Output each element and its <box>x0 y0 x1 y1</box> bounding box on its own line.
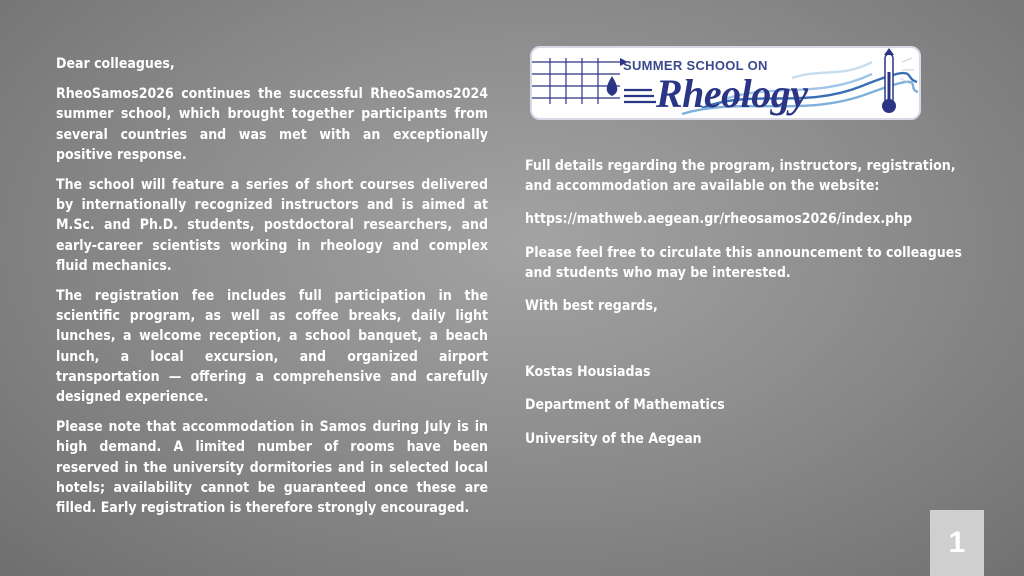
page-number-badge: 1 <box>930 510 984 576</box>
website-link[interactable]: https://mathweb.aegean.gr/rheosamos2026/index.php <box>525 211 913 228</box>
paragraph-courses: The school will feature a series of short courses delivered by internationally recognized instructors and is aimed at M.Sc. and Ph.D. students, postdoctoral researchers, and early-career scientists working in rheology and complex fluid mechanics. <box>56 177 488 274</box>
closing-text: With best regards, <box>525 298 658 315</box>
logo-subtitle: SUMMER SCHOOL ON <box>623 58 768 73</box>
paragraph-accommodation: Please note that accommodation in Samos during July is in high demand. A limited number of rooms have been reserved in the university dormitories and in selected local hotels; availability cannot be guaranteed once these are filled. Early registration is therefore strongly encouraged. <box>56 419 488 517</box>
department: Department of Mathematics <box>525 397 725 414</box>
summer-school-logo <box>530 46 921 120</box>
signature-name: Kostas Housiadas <box>525 364 651 381</box>
details-text: Full details regarding the program, instructors, registration, and accommodation are available on the website: <box>525 158 956 195</box>
university: University of the Aegean <box>525 430 702 447</box>
paragraph-registration-fee: The registration fee includes full participation in the scientific program, as well as coffee breaks, daily light lunches, a welcome reception, a school banquet, a beach lunch, a local excursion, and organized airport transportation — offering a comprehensive and carefully designed experience. <box>56 288 488 406</box>
right-column <box>525 156 965 462</box>
greeting: Dear colleagues, <box>56 56 175 72</box>
paragraph-intro: RheoSamos2026 continues the successful RheoSamos2024 summer school, which brought together participants from several countries and was met with an exceptionally positive response. <box>56 86 488 163</box>
circulate-text: Please feel free to circulate this announcement to colleagues and students who may be interested. <box>525 244 962 281</box>
signature-gap <box>525 329 965 362</box>
left-column <box>56 54 488 528</box>
logo-title: Rheology <box>656 71 808 116</box>
